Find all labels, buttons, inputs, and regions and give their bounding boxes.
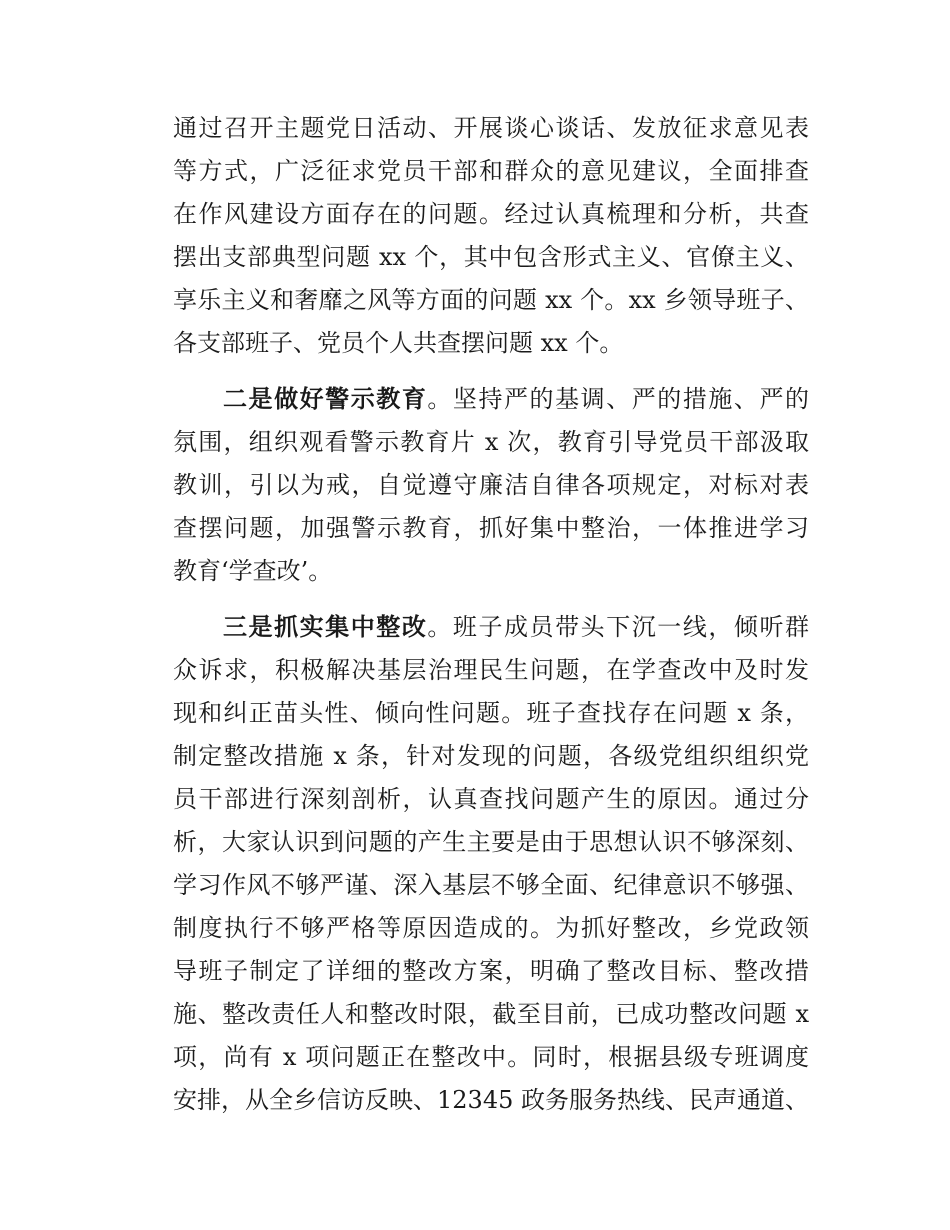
text-line: 项，尚有 x 项问题正在整改中。同时，根据县级专班调度 bbox=[173, 1043, 809, 1071]
text-span: 。班子成员带头下沉一线，倾听群 bbox=[427, 613, 810, 641]
text-line: 享乐主义和奢靡之风等方面的问题 xx 个。xx 乡领导班子、 bbox=[173, 286, 809, 314]
text-line bbox=[223, 378, 809, 421]
text-line: 制定整改措施 x 条，针对发现的问题，各级党组织组织党 bbox=[173, 742, 809, 770]
text-line: 员干部进行深刻剖析，认真查找问题产生的原因。通过分 bbox=[173, 785, 809, 813]
text-line bbox=[223, 606, 809, 649]
text-line: 各支部班子、党员个人共查摆问题 xx 个。 bbox=[173, 329, 624, 357]
text-line: 在作风建设方面存在的问题。经过认真梳理和分析，共查 bbox=[173, 200, 809, 228]
text-line: 通过召开主题党日活动、开展谈心谈话、发放征求意见表 bbox=[173, 114, 809, 142]
text-line: 导班子制定了详细的整改方案，明确了整改目标、整改措 bbox=[173, 957, 809, 985]
text-line: 教训，引以为戒，自觉遵守廉洁自律各项规定，对标对表 bbox=[173, 471, 809, 499]
text-line: 氛围，组织观看警示教育片 x 次，教育引导党员干部汲取 bbox=[173, 428, 809, 456]
text-span: 。坚持严的基调、严的措施、严的 bbox=[427, 385, 810, 413]
text-line: 等方式，广泛征求党员干部和群众的意见建议，全面排查 bbox=[173, 157, 809, 185]
text-line: 现和纠正苗头性、倾向性问题。班子查找存在问题 x 条， bbox=[173, 699, 809, 727]
section-heading: 三是抓实集中整改 bbox=[223, 613, 428, 641]
text-line: 众诉求，积极解决基层治理民生问题，在学查改中及时发 bbox=[173, 656, 809, 684]
text-line: 施、整改责任人和整改时限，截至目前，已成功整改问题 x bbox=[173, 1000, 809, 1028]
text-line: 制度执行不够严格等原因造成的。为抓好整改，乡党政领 bbox=[173, 914, 809, 942]
text-line: 摆出支部典型问题 xx 个，其中包含形式主义、官僚主义、 bbox=[173, 243, 809, 271]
text-line: 安排，从全乡信访反映、12345 政务服务热线、民声通道、 bbox=[173, 1086, 809, 1114]
text-line: 教育‘学查改’。 bbox=[173, 557, 333, 585]
text-line: 析，大家认识到问题的产生主要是由于思想认识不够深刻、 bbox=[173, 828, 809, 856]
section-heading: 二是做好警示教育 bbox=[223, 385, 428, 413]
text-line: 查摆问题，加强警示教育，抓好集中整治，一体推进学习 bbox=[173, 514, 809, 542]
text-line: 学习作风不够严谨、深入基层不够全面、纪律意识不够强、 bbox=[173, 871, 809, 899]
